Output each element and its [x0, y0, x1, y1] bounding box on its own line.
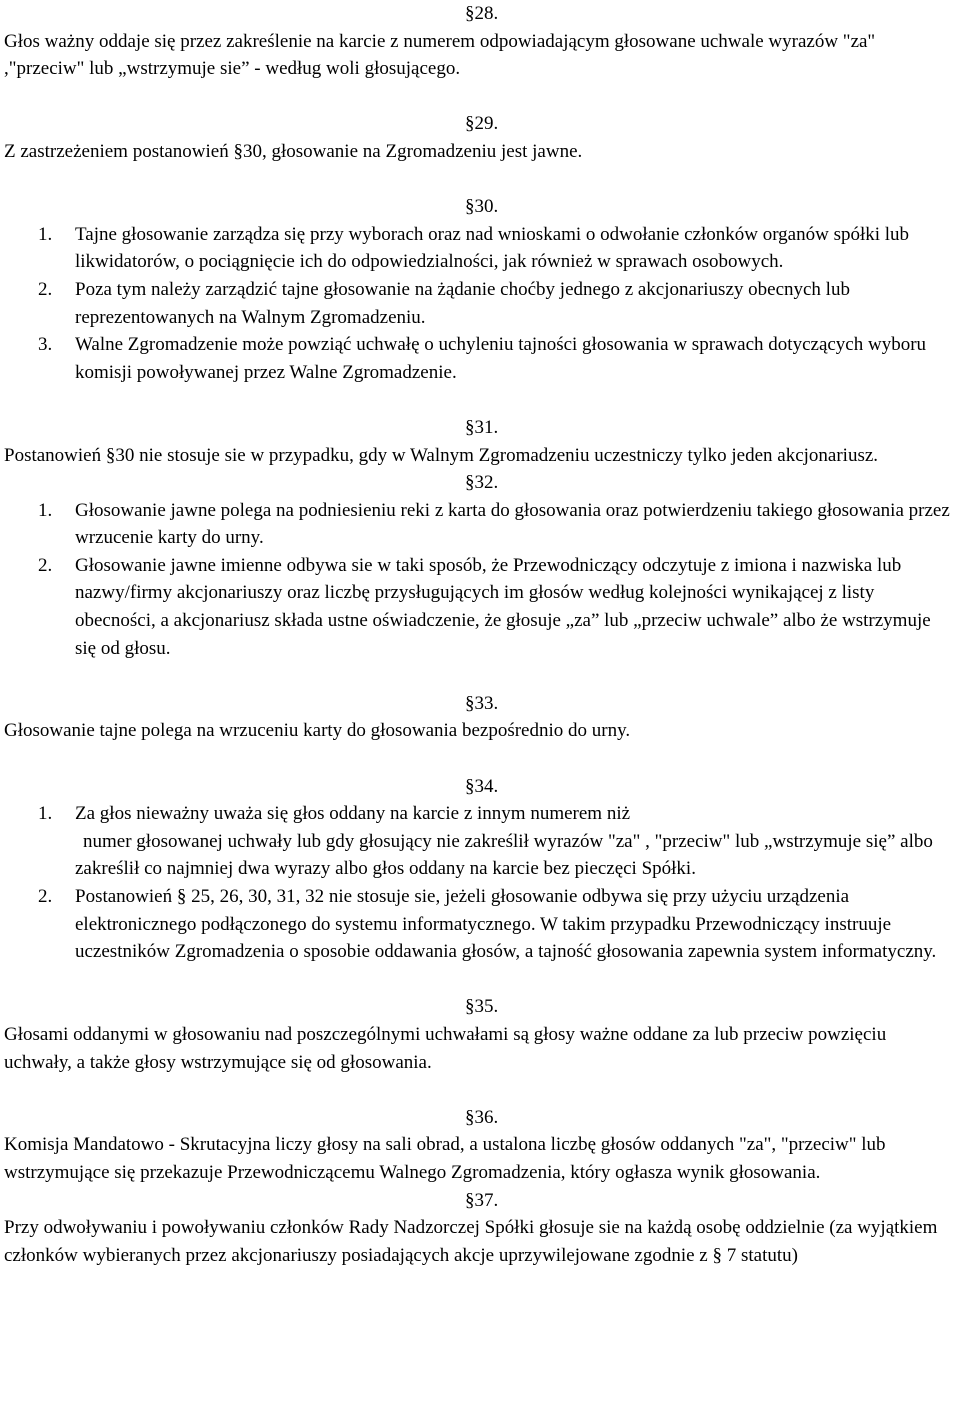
list-item — [4, 497, 956, 552]
item-text: Głosowanie jawne polega na podniesieniu reki z karta do głosowania oraz potwierdzeniu takiego głosowania przez wrzucenie karty do urny. — [75, 499, 950, 549]
section-heading-34: §34. — [465, 775, 499, 797]
section-33-text: Głosowanie tajne polega na wrzuceniu karty do głosowania bezpośrednio do urny. — [4, 720, 631, 742]
list-item — [4, 883, 956, 966]
section-35-text: Głosami oddanymi w głosowaniu nad poszczególnymi uchwałami są głosy ważne oddane za lub przeciw powzięciu uchwały, a także głosy wstrzymujące się od głosowania. — [4, 1023, 887, 1073]
item-text: Za głos nieważny uważa się głos oddany na karcie z innym numerem niż — [75, 803, 631, 825]
item-text-continued: numer głosowanej uchwały lub gdy głosujący nie zakreślił wyrazów "za" , "przeciw" lub „wstrzymuje się” albo zakreślił co najmniej dwa wyrazy albo głos oddany na karcie bez pieczęci Spółki. — [75, 830, 933, 880]
item-number: 1. — [38, 499, 53, 521]
section-heading-33: §33. — [465, 692, 499, 714]
section-heading-36: §36. — [465, 1106, 499, 1128]
section-heading-29: §29. — [465, 113, 499, 135]
section-heading-30: §30. — [465, 196, 499, 218]
list-item — [4, 552, 956, 662]
item-number: 1. — [38, 803, 53, 825]
section-37-text: Przy odwoływaniu i powoływaniu członków Rady Nadzorczej Spółki głosuje sie na każdą osobę oddzielnie (za wyjątkiem członków wybieranych przez akcjonariuszy posiadających akcje uprzywilejowane zgodnie z § 7 statutu) — [4, 1217, 938, 1266]
list-item — [4, 331, 956, 386]
list-item — [4, 800, 956, 883]
item-number: 3. — [38, 334, 53, 356]
item-text: Postanowień § 25, 26, 30, 31, 32 nie stosuje sie, jeżeli głosowanie odbywa się przy użyciu urządzenia elektronicznego podłączonego do systemu informatycznego. W takim przypadku Przewodniczący instruuje uczestników Zgromadzenia o sposobie oddawania głosów, a tajność głosowania zapewnia system informatyczny. — [75, 886, 937, 963]
item-number: 2. — [38, 554, 53, 576]
list-item — [4, 276, 956, 331]
section-28-text: Głos ważny oddaje się przez zakreślenie na karcie z numerem odpowiadającym głosowane uchwale wyrazów "za" ,"przeciw" lub „wstrzymuje sie” - według woli głosującego. — [4, 30, 876, 80]
section-heading-35: §35. — [465, 996, 499, 1018]
section-36-text: Komisja Mandatowo - Skrutacyjna liczy głosy na sali obrad, a ustalona liczbę głosów oddanych "za", "przeciw" lub wstrzymujące się przekazuje Przewodniczącemu Walnego Zgromadzenia, który ogłasza wynik głosowania. — [4, 1134, 886, 1183]
item-number: 2. — [38, 886, 53, 907]
section-heading-28: §28. — [465, 3, 499, 24]
section-29-text: Z zastrzeżeniem postanowień §30, głosowanie na Zgromadzeniu jest jawne. — [4, 140, 583, 162]
item-number: 2. — [38, 278, 53, 300]
item-text: Tajne głosowanie zarządza się przy wyborach oraz nad wnioskami o odwołanie członków organów spółki lub likwidatorów, o pociągnięcie ich do odpowiedzialności, jak również w sprawach osobowych. — [75, 223, 910, 273]
list-item — [4, 221, 956, 276]
section-heading-32: §32. — [465, 472, 499, 494]
item-text: Głosowanie jawne imienne odbywa sie w taki sposób, że Przewodniczący odczytuje z imiona i nazwiska lub nazwy/firmy akcjonariuszy oraz liczbę przysługujących im głosów według kolejności wynikającej z listy obecności, a akcjonariusz składa ustne oświadczenie, że głosuje „za” lub „przeciw uchwale” albo że wstrzymuje się od głosu. — [75, 554, 931, 659]
section-31-text: Postanowień §30 nie stosuje sie w przypadku, gdy w Walnym Zgromadzeniu uczestniczy tylko jeden akcjonariusz. — [4, 444, 879, 466]
item-text: Walne Zgromadzenie może powziąć uchwałę o uchyleniu tajności głosowania w sprawach dotyczących wyboru komisji powoływanej przez Walne Zgromadzenie. — [75, 334, 927, 383]
item-number: 1. — [38, 223, 53, 245]
item-text: Poza tym należy zarządzić tajne głosowanie na żądanie choćby jednego z akcjonariuszy obecnych lub reprezentowanych na Walnym Zgromadzeniu. — [75, 278, 850, 328]
section-heading-37: §37. — [465, 1189, 499, 1211]
section-heading-31: §31. — [465, 416, 499, 438]
